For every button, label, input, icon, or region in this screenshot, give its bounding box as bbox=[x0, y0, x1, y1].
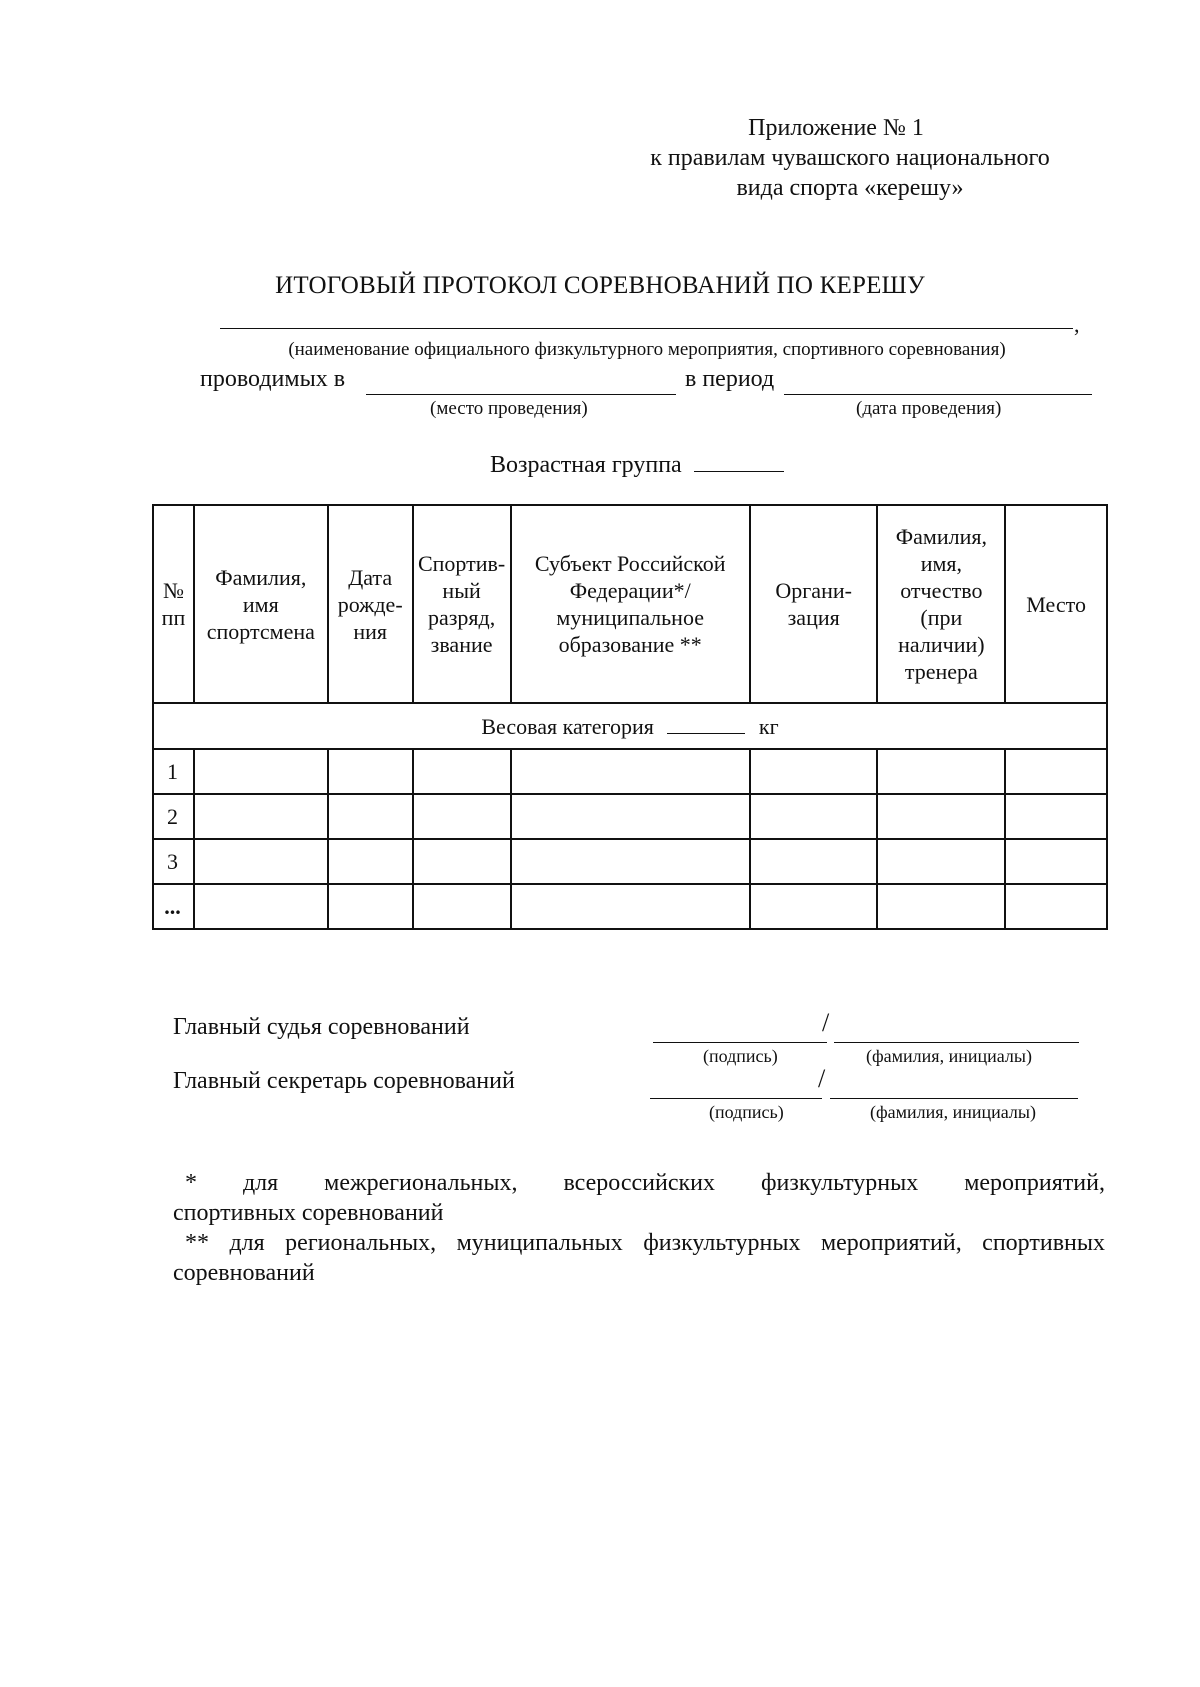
chief-judge-signature-field[interactable] bbox=[653, 1042, 827, 1043]
row-number: 2 bbox=[153, 794, 194, 839]
cell-birth[interactable] bbox=[328, 749, 413, 794]
chief-judge-sign-caption: (подпись) bbox=[703, 1046, 778, 1066]
chief-judge-name-field[interactable] bbox=[834, 1042, 1079, 1043]
footnote-1-word: всероссийских bbox=[563, 1170, 715, 1196]
cell-birth[interactable] bbox=[328, 839, 413, 884]
cell-region[interactable] bbox=[511, 884, 750, 929]
cell-coach[interactable] bbox=[877, 839, 1005, 884]
age-group bbox=[490, 452, 790, 479]
event-comma: , bbox=[1074, 312, 1080, 337]
cell-region[interactable] bbox=[511, 839, 750, 884]
cell-place[interactable] bbox=[1005, 794, 1107, 839]
cell-coach[interactable] bbox=[877, 884, 1005, 929]
cell-org[interactable] bbox=[750, 794, 878, 839]
row-number: ... bbox=[153, 884, 194, 929]
cell-org[interactable] bbox=[750, 749, 878, 794]
footnote-2: ** для региональных, муниципальных физкультурных мероприятий, спортивных соревнований bbox=[173, 1230, 1105, 1286]
header-birth-date: Дата рожде-ния bbox=[328, 505, 413, 703]
chief-secretary-signature-field[interactable] bbox=[650, 1098, 822, 1099]
cell-org[interactable] bbox=[750, 839, 878, 884]
cell-place[interactable] bbox=[1005, 884, 1107, 929]
row-number: 1 bbox=[153, 749, 194, 794]
header-region: Субъект Российской Федерации*/ муниципальное образование ** bbox=[511, 505, 750, 703]
chief-secretary-slash: / bbox=[818, 1064, 826, 1093]
chief-secretary-label: Главный секретарь соревнований bbox=[173, 1068, 515, 1094]
footnote-1-mark: * bbox=[185, 1170, 197, 1196]
age-group-label: Возрастная группа bbox=[490, 452, 682, 478]
cell-rank[interactable] bbox=[413, 884, 511, 929]
age-group-field[interactable] bbox=[694, 471, 784, 472]
chief-judge-label: Главный судья соревнований bbox=[173, 1014, 470, 1040]
footnotes bbox=[173, 1168, 1105, 1288]
period-label: в период bbox=[685, 366, 775, 392]
weight-category-row bbox=[153, 703, 1107, 749]
weight-category-cell bbox=[153, 703, 1107, 749]
appendix-sport: вида спорта «керешу» bbox=[736, 175, 964, 201]
header-sport-rank: Спортив-ный разряд, звание bbox=[413, 505, 511, 703]
weight-category-field[interactable] bbox=[667, 733, 745, 734]
weight-category-unit: кг bbox=[758, 713, 779, 739]
cell-birth[interactable] bbox=[328, 794, 413, 839]
cell-rank[interactable] bbox=[413, 749, 511, 794]
date-field[interactable] bbox=[784, 394, 1092, 395]
chief-secretary-sign-caption: (подпись) bbox=[709, 1102, 784, 1122]
cell-region[interactable] bbox=[511, 749, 750, 794]
table-header-row bbox=[153, 505, 1107, 703]
held-label: проводимых в bbox=[200, 366, 346, 392]
cell-place[interactable] bbox=[1005, 749, 1107, 794]
cell-rank[interactable] bbox=[413, 794, 511, 839]
place-caption: (место проведения) bbox=[430, 398, 588, 419]
cell-coach[interactable] bbox=[877, 794, 1005, 839]
cell-athlete[interactable] bbox=[194, 749, 328, 794]
page-title: ИТОГОВЫЙ ПРОТОКОЛ СОРЕВНОВАНИЙ ПО КЕРЕШУ bbox=[275, 272, 925, 299]
appendix-header bbox=[600, 113, 1100, 203]
footnote-1-word: межрегиональных, bbox=[324, 1170, 518, 1196]
cell-coach[interactable] bbox=[877, 749, 1005, 794]
table-row bbox=[153, 749, 1107, 794]
place-field[interactable] bbox=[366, 394, 676, 395]
cell-org[interactable] bbox=[750, 884, 878, 929]
chief-judge-name-caption: (фамилия, инициалы) bbox=[866, 1046, 1032, 1066]
event-name-field[interactable] bbox=[220, 328, 1073, 329]
table-row bbox=[153, 839, 1107, 884]
event-name-caption: (наименование официального физкультурного мероприятия, спортивного соревнования) bbox=[288, 339, 1006, 360]
header-place: Место bbox=[1005, 505, 1107, 703]
cell-rank[interactable] bbox=[413, 839, 511, 884]
footnote-1-word: мероприятий, bbox=[964, 1170, 1105, 1196]
header-athlete-name: Фамилия, имя спортсмена bbox=[194, 505, 328, 703]
header-number: № пп bbox=[153, 505, 194, 703]
row-number: 3 bbox=[153, 839, 194, 884]
chief-secretary-name-field[interactable] bbox=[830, 1098, 1078, 1099]
header-organization: Органи-зация bbox=[750, 505, 878, 703]
footnote-1-line bbox=[173, 1168, 1105, 1198]
header-coach: Фамилия, имя, отчество (при наличии) тренера bbox=[877, 505, 1005, 703]
appendix-rules: к правилам чувашского национального bbox=[650, 145, 1050, 171]
cell-athlete[interactable] bbox=[194, 794, 328, 839]
cell-athlete[interactable] bbox=[194, 884, 328, 929]
cell-region[interactable] bbox=[511, 794, 750, 839]
cell-birth[interactable] bbox=[328, 884, 413, 929]
footnote-1-word: физкультурных bbox=[760, 1170, 919, 1196]
footnote-1-continuation: спортивных соревнований bbox=[173, 1200, 444, 1226]
cell-athlete[interactable] bbox=[194, 839, 328, 884]
appendix-number: Приложение № 1 bbox=[748, 115, 924, 141]
date-caption: (дата проведения) bbox=[856, 398, 1002, 419]
results-table bbox=[152, 504, 1108, 930]
chief-secretary-name-caption: (фамилия, инициалы) bbox=[870, 1102, 1036, 1122]
chief-judge-slash: / bbox=[822, 1008, 830, 1037]
weight-category-label: Весовая категория bbox=[481, 713, 654, 739]
table-row bbox=[153, 794, 1107, 839]
table-row bbox=[153, 884, 1107, 929]
cell-place[interactable] bbox=[1005, 839, 1107, 884]
footnote-1-word: для bbox=[242, 1170, 279, 1196]
